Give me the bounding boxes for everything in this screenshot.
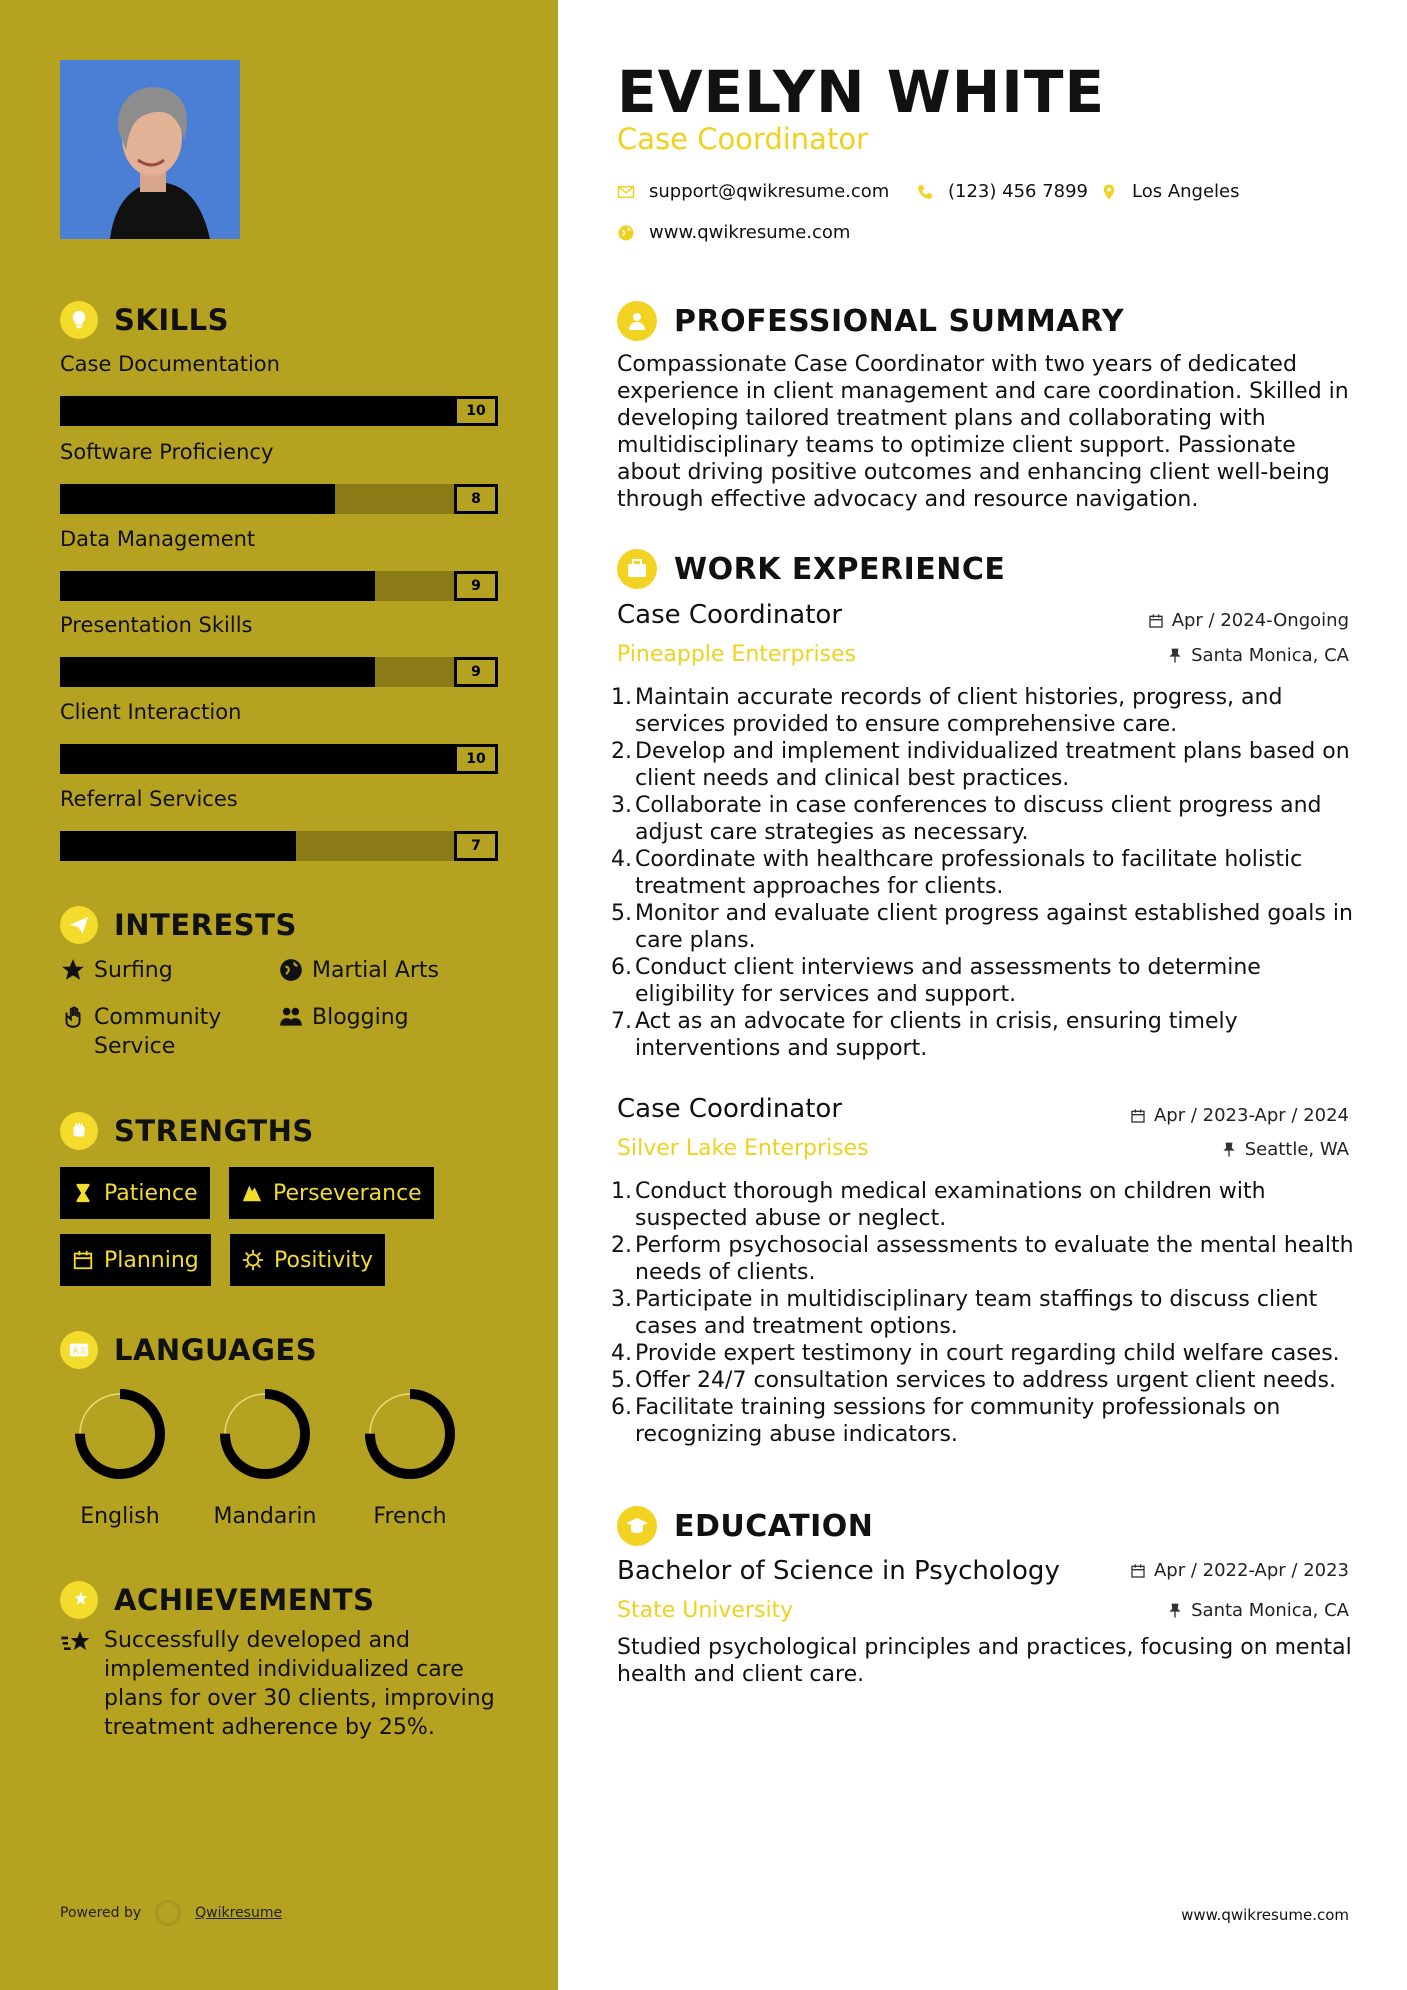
envelope-icon	[617, 183, 635, 201]
bullet-number: 7.	[611, 1009, 632, 1034]
job-dates-text: Apr / 2024-Ongoing	[1171, 610, 1349, 631]
bullet-number: 1.	[611, 1179, 632, 1204]
footer-url[interactable]: www.qwikresume.com	[1181, 1906, 1349, 1924]
job-company: Silver Lake Enterprises	[617, 1136, 869, 1161]
user-icon	[617, 301, 657, 341]
skills-title: SKILLS	[114, 303, 229, 337]
star-icon	[60, 957, 86, 983]
strength-label: Positivity	[274, 1247, 374, 1273]
skill-score: 9	[454, 657, 498, 687]
experience-heading	[617, 549, 1005, 589]
skill-fill	[60, 657, 375, 687]
calendar-icon	[72, 1249, 94, 1271]
education-title: EDUCATION	[674, 1508, 874, 1544]
sidebar	[0, 0, 558, 1990]
bullet-number: 3.	[611, 793, 632, 818]
skill-item	[60, 352, 498, 419]
bullet-number: 6.	[611, 1395, 632, 1420]
job-bullet	[611, 1340, 1359, 1367]
location-text: Los Angeles	[1132, 181, 1240, 202]
bullet-number: 3.	[611, 1287, 632, 1312]
education-dates-text: Apr / 2022-Apr / 2023	[1153, 1560, 1349, 1581]
job-bullet	[611, 684, 1359, 738]
bullet-text: Offer 24/7 consultation services to address urgent client needs.	[635, 1368, 1336, 1393]
language-item	[55, 1386, 185, 1529]
experience-title: WORK EXPERIENCE	[674, 551, 1006, 587]
bullet-text: Monitor and evaluate client progress against established goals in care plans.	[635, 901, 1353, 953]
school-name: State University	[617, 1598, 794, 1623]
strengths-title: STRENGTHS	[114, 1114, 314, 1148]
candidate-name: EVELYN WHITE	[617, 58, 1106, 126]
bullet-text: Maintain accurate records of client histories, progress, and services provided to ensure comprehensive care.	[635, 685, 1283, 737]
languages-title: LANGUAGES	[114, 1333, 318, 1367]
bullet-text: Coordinate with healthcare professionals to facilitate holistic treatment approaches for clients.	[635, 847, 1303, 899]
fist-icon	[60, 1112, 98, 1150]
interests-heading	[60, 906, 297, 944]
calendar-icon	[1130, 1563, 1146, 1579]
job-bullet	[611, 846, 1359, 900]
summary-text: Compassionate Case Coordinator with two years of dedicated experience in client management and care coordination. Skilled in developing tailored treatment plans and collaborating with multidisciplinary teams to optimize client support. Passionate about driving positive outcomes and enhancing client well-being through effective advocacy and resource navigation.	[617, 352, 1349, 512]
profile-photo	[60, 60, 240, 239]
interests-title: INTERESTS	[114, 908, 297, 942]
achievements-title: ACHIEVEMENTS	[114, 1583, 375, 1617]
skill-bar	[60, 571, 498, 601]
interest-item	[60, 1003, 244, 1061]
contact-phone[interactable]	[916, 181, 1088, 202]
job-bullet	[611, 954, 1359, 1008]
job-bullet	[611, 1286, 1359, 1340]
interest-item	[278, 1003, 409, 1032]
job-location	[1167, 645, 1349, 666]
skill-bar	[60, 657, 498, 687]
bullet-number: 5.	[611, 1368, 632, 1393]
strength-badge	[60, 1234, 211, 1286]
email-text: support@qwikresume.com	[649, 181, 890, 202]
skill-item	[60, 613, 498, 680]
bullet-text: Collaborate in case conferences to discuss client progress and adjust care strategies as necessary.	[635, 793, 1322, 845]
job-location-text: Seattle, WA	[1244, 1139, 1349, 1160]
skills-heading	[60, 301, 229, 339]
job-company: Pineapple Enterprises	[617, 642, 857, 667]
bullet-number: 4.	[611, 847, 632, 872]
language-card-icon	[60, 1331, 98, 1369]
contact-location	[1100, 181, 1240, 202]
interest-label: Surfing	[94, 958, 173, 983]
language-name: French	[373, 1504, 447, 1529]
bullet-number: 1.	[611, 685, 632, 710]
language-ring	[217, 1386, 313, 1482]
summary-heading	[617, 301, 1124, 341]
education-dates	[1130, 1560, 1349, 1581]
strength-label: Patience	[104, 1180, 198, 1206]
achievement-star-icon	[60, 1626, 92, 1658]
interest-item	[60, 956, 173, 985]
education-description: Studied psychological principles and practices, focusing on mental health and client care.	[617, 1635, 1352, 1687]
bullet-number: 2.	[611, 739, 632, 764]
job-dates	[1148, 610, 1349, 631]
skill-name: Software Proficiency	[60, 440, 274, 464]
pushpin-icon	[1167, 648, 1183, 664]
calendar-icon	[1148, 613, 1164, 629]
phone-icon	[916, 183, 934, 201]
education-heading	[617, 1506, 873, 1546]
strength-badge	[229, 1167, 434, 1219]
pushpin-icon	[1221, 1142, 1237, 1158]
skill-bar	[60, 484, 498, 514]
interest-item	[278, 956, 439, 985]
job-dates	[1130, 1105, 1349, 1126]
skill-bar	[60, 396, 498, 426]
language-ring	[72, 1386, 168, 1482]
bullet-number: 4.	[611, 1341, 632, 1366]
globe-icon	[278, 957, 304, 983]
strength-label: Planning	[104, 1247, 199, 1273]
bullet-number: 5.	[611, 901, 632, 926]
language-name: Mandarin	[213, 1504, 317, 1529]
strengths-heading	[60, 1112, 314, 1150]
shooting-star-icon	[60, 1581, 98, 1619]
hourglass-icon	[72, 1182, 94, 1204]
achievement-item	[60, 1626, 500, 1742]
strength-badge	[230, 1234, 385, 1286]
achievements-heading	[60, 1581, 374, 1619]
job-bullets	[611, 684, 1359, 1062]
skill-name: Presentation Skills	[60, 613, 253, 637]
calendar-icon	[1130, 1108, 1146, 1124]
skill-fill	[60, 396, 454, 426]
sun-icon	[242, 1249, 264, 1271]
achievement-text: Successfully developed and implemented individualized care plans for over 30 clients, improving treatment adherence by 25%.	[104, 1628, 495, 1740]
education-location-text: Santa Monica, CA	[1191, 1600, 1349, 1621]
skill-bar	[60, 831, 498, 861]
degree-title: Bachelor of Science in Psychology	[617, 1556, 1060, 1586]
bullet-text: Conduct client interviews and assessments to determine eligibility for services and support.	[635, 955, 1261, 1007]
job-bullet	[611, 792, 1359, 846]
skill-name: Referral Services	[60, 787, 238, 811]
phone-text: (123) 456 7899	[948, 181, 1089, 202]
bullet-text: Perform psychosocial assessments to evaluate the mental health needs of clients.	[635, 1233, 1354, 1285]
job-bullet	[611, 900, 1359, 954]
skill-name: Case Documentation	[60, 352, 280, 376]
job-location-text: Santa Monica, CA	[1191, 645, 1349, 666]
skill-name: Data Management	[60, 527, 256, 551]
skill-fill	[60, 744, 454, 774]
job-bullet	[611, 738, 1359, 792]
skill-fill	[60, 571, 375, 601]
qwikresume-link[interactable]: Qwikresume	[195, 1905, 283, 1921]
skill-fill	[60, 831, 296, 861]
graduation-cap-icon	[617, 1506, 657, 1546]
svg-text:A文: A文	[72, 1345, 87, 1356]
skill-bar	[60, 744, 498, 774]
interest-label: Blogging	[312, 1005, 409, 1030]
skill-item	[60, 527, 498, 594]
powered-by-label: Powered by	[60, 1905, 142, 1921]
bullet-text: Develop and implement individualized treatment plans based on client needs and clinical best practices.	[635, 739, 1350, 791]
language-item	[200, 1386, 330, 1529]
interest-label: Community Service	[94, 1005, 222, 1059]
bullet-text: Act as an advocate for clients in crisis, ensuring timely interventions and support.	[635, 1009, 1238, 1061]
bullet-text: Conduct thorough medical examinations on children with suspected abuse or neglect.	[635, 1179, 1266, 1231]
job-title: Case Coordinator	[617, 600, 843, 630]
job-bullets	[611, 1178, 1359, 1448]
skill-name: Client Interaction	[60, 700, 242, 724]
portrait-image	[60, 60, 240, 239]
skill-item	[60, 700, 498, 767]
briefcase-icon	[617, 549, 657, 589]
candidate-role: Case Coordinator	[617, 122, 868, 156]
language-ring	[362, 1386, 458, 1482]
bullet-text: Participate in multidisciplinary team staffings to discuss client cases and treatment options.	[635, 1287, 1318, 1339]
paper-plane-icon	[60, 906, 98, 944]
education-location	[1167, 1600, 1349, 1621]
job-bullet	[611, 1178, 1359, 1232]
job-bullet	[611, 1394, 1359, 1448]
job-bullet	[611, 1367, 1359, 1394]
skill-fill	[60, 484, 335, 514]
language-item	[345, 1386, 475, 1529]
summary-title: PROFESSIONAL SUMMARY	[674, 303, 1125, 339]
bullet-number: 6.	[611, 955, 632, 980]
website-text: www.qwikresume.com	[649, 222, 851, 243]
powered-by	[60, 1900, 282, 1926]
interest-label: Martial Arts	[312, 958, 440, 983]
job-dates-text: Apr / 2023-Apr / 2024	[1153, 1105, 1349, 1126]
skill-item	[60, 787, 498, 854]
job-bullet	[611, 1008, 1359, 1062]
pushpin-icon	[1167, 1603, 1183, 1619]
language-name: English	[80, 1504, 160, 1529]
users-icon	[278, 1004, 304, 1030]
qwikresume-logo-icon	[155, 1900, 181, 1926]
job-bullet	[611, 1232, 1359, 1286]
skill-score: 7	[454, 831, 498, 861]
contact-website[interactable]	[617, 222, 850, 243]
contact-email[interactable]	[617, 181, 889, 202]
skill-score: 10	[454, 744, 498, 774]
bullet-text: Provide expert testimony in court regarding child welfare cases.	[635, 1341, 1340, 1366]
lightbulb-icon	[60, 301, 98, 339]
globe-icon	[617, 224, 635, 242]
languages-heading	[60, 1331, 317, 1369]
bullet-text: Facilitate training sessions for community professionals on recognizing abuse indicators.	[635, 1395, 1281, 1447]
strength-label: Perseverance	[273, 1180, 422, 1206]
skill-score: 10	[454, 396, 498, 426]
skill-score: 9	[454, 571, 498, 601]
strength-badge	[60, 1167, 210, 1219]
mountain-icon	[241, 1182, 263, 1204]
job-location	[1221, 1139, 1349, 1160]
hand-icon	[60, 1004, 86, 1030]
map-pin-icon	[1100, 183, 1118, 201]
skill-item	[60, 440, 498, 507]
job-title: Case Coordinator	[617, 1094, 843, 1124]
bullet-number: 2.	[611, 1233, 632, 1258]
skill-score: 8	[454, 484, 498, 514]
